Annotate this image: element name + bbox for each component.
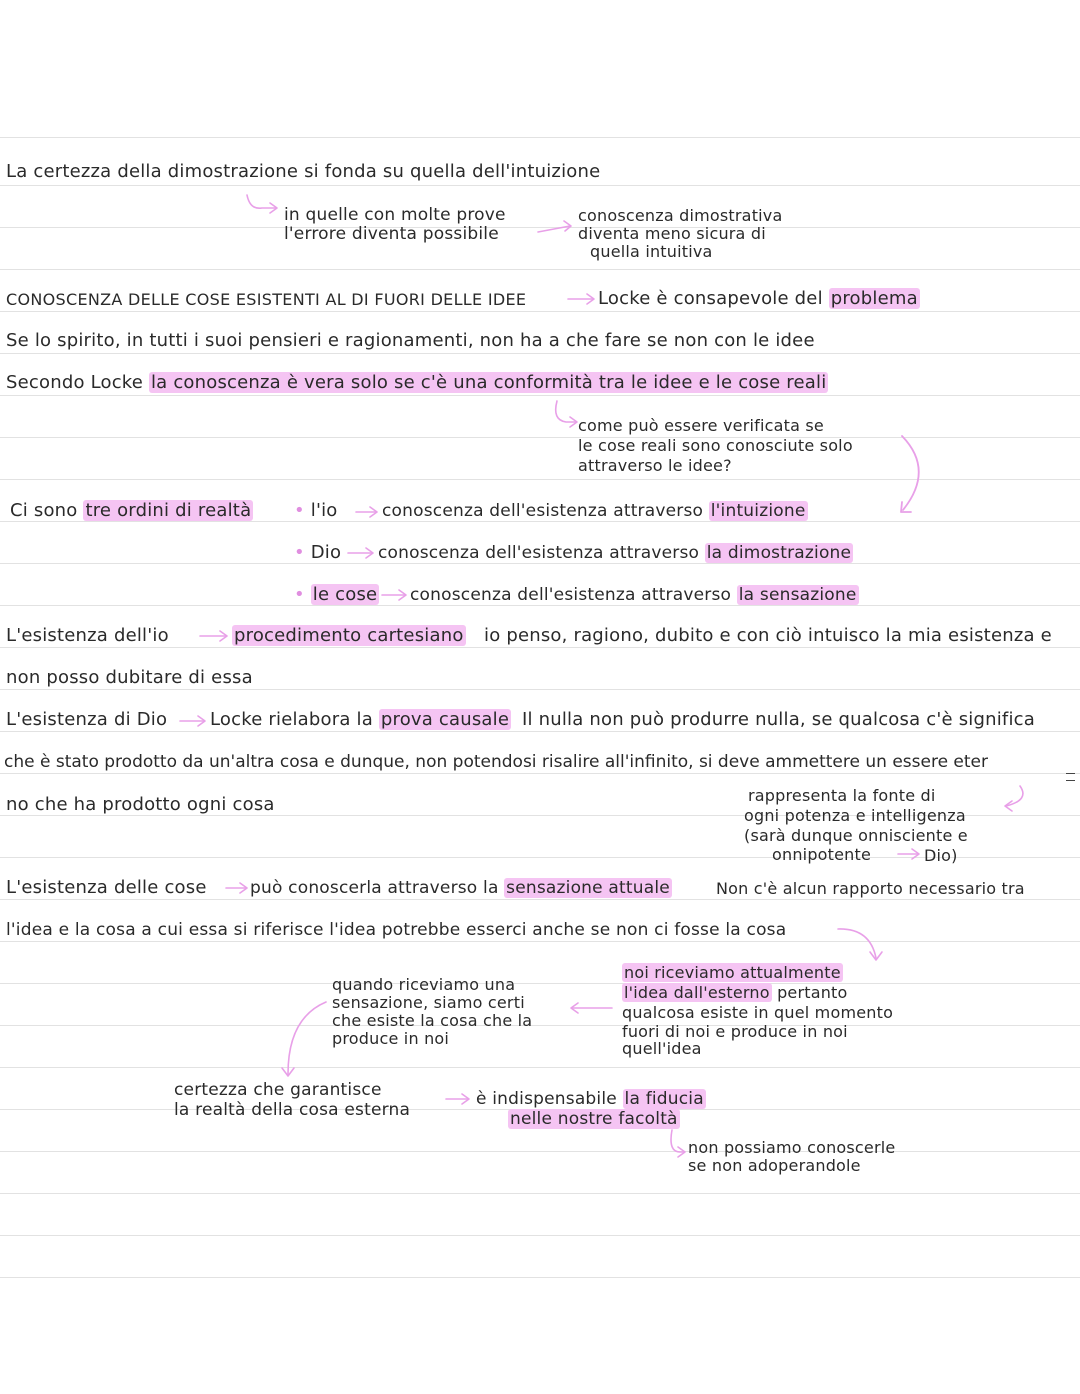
highlight-dimostrazione: la dimostrazione xyxy=(706,543,852,563)
note-line: sensazione, siamo certi xyxy=(332,993,525,1012)
line-secondo-locke xyxy=(6,373,828,393)
rule-line xyxy=(0,647,1080,648)
note-onnipotente xyxy=(772,846,871,863)
note-line xyxy=(622,963,893,983)
note-conoscenza-dimostrativa xyxy=(578,207,782,261)
heading-conoscenza-cose xyxy=(6,290,526,310)
rapporto-text: Non c'è alcun rapporto necessario tra xyxy=(716,879,1025,898)
note-line: quell'idea xyxy=(622,1039,702,1058)
rule-line xyxy=(0,605,1080,606)
order-desc: conoscenza dell'esistenza attraverso xyxy=(378,543,700,563)
note-sensazione xyxy=(332,976,532,1048)
rule-line xyxy=(0,899,1080,900)
order-desc: conoscenza dell'esistenza attraverso xyxy=(382,501,704,521)
tre-ordini xyxy=(10,501,253,521)
line-spirito: Se lo spirito, in tutti i suoi pensieri e ragionamenti, non ha a che fare se non con le idee xyxy=(6,330,815,351)
note-line: quando riceviamo una xyxy=(332,975,516,994)
bullet-icon: • xyxy=(294,542,305,563)
note-line xyxy=(476,1109,706,1129)
rule-line xyxy=(0,1067,1080,1068)
highlight-sensazione-attuale: sensazione attuale xyxy=(506,878,670,898)
text-prefix: può conoscerla attraverso la xyxy=(250,878,499,898)
note-line: diventa meno sicura di xyxy=(578,224,766,243)
rule-line xyxy=(0,563,1080,564)
rule-line xyxy=(0,479,1080,480)
cose-cont-text: l'idea e la cosa a cui essa si riferisce l'idea potrebbe esserci anche se non ci fosse la cosa xyxy=(6,920,787,940)
highlight-esterno: l'idea dall'esterno xyxy=(624,983,770,1002)
highlight-cartesiano: procedimento cartesiano xyxy=(234,625,464,646)
equals-mark xyxy=(1066,773,1075,781)
note-dio: Dio) xyxy=(924,846,958,865)
order-item-dio xyxy=(294,543,341,563)
nulla-text: Il nulla non può produrre nulla, se qualcosa c'è significa xyxy=(522,709,1035,730)
bullet-icon: • xyxy=(294,584,305,605)
rule-line xyxy=(0,353,1080,354)
highlight-cose: le cose xyxy=(312,584,378,605)
note-line: ogni potenza e intelligenza xyxy=(744,806,966,825)
rule-line xyxy=(0,1277,1080,1278)
rule-line xyxy=(0,269,1080,270)
rule-line xyxy=(0,395,1080,396)
order-subject: l'io xyxy=(310,500,338,521)
note-line: fuori di noi e produce in noi xyxy=(622,1022,848,1041)
line-dimostrazione: La certezza della dimostrazione si fonda su quella dell'intuizione xyxy=(6,161,601,182)
order-item-cose xyxy=(294,585,379,605)
note-adoperandole xyxy=(688,1139,895,1175)
highlight-fiducia: la fiducia xyxy=(624,1089,704,1109)
prova-causale-line xyxy=(210,710,511,730)
note-line: in quelle con molte prove xyxy=(284,205,506,225)
rule-line xyxy=(0,689,1080,690)
rule-line xyxy=(0,941,1080,942)
note-line: attraverso le idee? xyxy=(578,456,732,475)
rule-line xyxy=(0,227,1080,228)
highlight-tre-ordini: tre ordini di realtà xyxy=(85,500,252,521)
io-penso-text: io penso, ragiono, dubito e con ciò intuisco la mia esistenza e xyxy=(484,625,1052,646)
rule-line xyxy=(0,773,1080,774)
text-prefix: Secondo Locke xyxy=(6,372,144,393)
note-line: quella intuitiva xyxy=(590,242,713,261)
rule-line xyxy=(0,521,1080,522)
cartesiano-line xyxy=(232,626,466,646)
rule-line xyxy=(0,857,1080,858)
note-line: le cose reali sono conosciute solo xyxy=(578,436,853,455)
highlight-prova-causale: prova causale xyxy=(380,709,510,730)
locke-consapevole: Locke è consapevole del xyxy=(598,288,823,309)
locke-problema xyxy=(598,289,920,309)
highlight-riceviamo: noi riceviamo attualmente xyxy=(624,963,841,982)
note-line: conoscenza dimostrativa xyxy=(578,206,783,225)
note-line xyxy=(476,1089,706,1109)
sensazione-attuale-line xyxy=(250,879,672,897)
note-molte-prove xyxy=(284,206,506,244)
order-item-io xyxy=(294,501,338,521)
rule-line xyxy=(0,137,1080,138)
note-certezza xyxy=(174,1080,410,1120)
note-text: è indispensabile xyxy=(476,1089,617,1109)
esistenza-cose-label: L'esistenza delle cose xyxy=(6,877,207,898)
rule-line xyxy=(0,1235,1080,1236)
bullet-icon: • xyxy=(294,500,305,521)
highlight-facolta: nelle nostre facoltà xyxy=(510,1109,678,1129)
rule-line xyxy=(0,311,1080,312)
rule-line xyxy=(0,1193,1080,1194)
esistenza-io-label: L'esistenza dell'io xyxy=(6,625,169,646)
rule-line xyxy=(0,437,1080,438)
order-desc-cose xyxy=(410,586,859,604)
note-line: onnipotente xyxy=(772,845,872,864)
note-line: (sarà dunque onnisciente e xyxy=(744,826,968,845)
section-heading: CONOSCENZA DELLE COSE ESISTENTI AL DI FUORI DELLE IDEE xyxy=(6,290,527,309)
note-line: l'errore diventa possibile xyxy=(284,224,499,244)
note-riceviamo xyxy=(622,963,893,1057)
rule-line xyxy=(0,731,1080,732)
order-subject: Dio xyxy=(310,542,342,563)
note-fiducia xyxy=(476,1089,706,1129)
note-line: la realtà della cosa esterna xyxy=(174,1100,411,1120)
text-prefix: Ci sono xyxy=(10,500,78,521)
note-line: rappresenta la fonte di xyxy=(748,786,936,805)
note-line: se non adoperandole xyxy=(688,1156,861,1175)
note-line: qualcosa esiste in quel momento xyxy=(622,1003,894,1022)
dio-cont1-text: che è stato prodotto da un'altra cosa e dunque, non potendosi risalire all'infinito, si deve ammettere un essere eter xyxy=(4,752,989,772)
rule-line xyxy=(0,1025,1080,1026)
rule-line xyxy=(0,983,1080,984)
highlight-intuizione: l'intuizione xyxy=(710,501,806,521)
order-desc-io xyxy=(382,502,808,520)
note-line: che esiste la cosa che la xyxy=(332,1011,533,1030)
note-line: certezza che garantisce xyxy=(174,1080,382,1100)
highlight-conformita: la conoscenza è vera solo se c'è una conformità tra le idee e le cose reali xyxy=(150,372,827,393)
note-rappresenta xyxy=(744,786,968,846)
note-line: produce in noi xyxy=(332,1029,450,1048)
order-desc: conoscenza dell'esistenza attraverso xyxy=(410,585,732,605)
note-line xyxy=(622,983,893,1003)
text-prefix: Locke rielabora la xyxy=(210,709,373,730)
highlight-problema: problema xyxy=(830,288,918,309)
esistenza-dio-label: L'esistenza di Dio xyxy=(6,709,168,730)
highlight-sensazione: la sensazione xyxy=(738,585,857,605)
rule-line xyxy=(0,185,1080,186)
note-text: pertanto xyxy=(777,983,848,1002)
note-line: come può essere verificata se xyxy=(578,416,824,435)
order-desc-dio xyxy=(378,544,853,562)
io-cont-text: non posso dubitare di essa xyxy=(6,667,253,688)
rule-line xyxy=(0,1151,1080,1152)
note-question xyxy=(578,416,853,476)
note-line: non possiamo conoscerle xyxy=(688,1138,896,1157)
dio-cont2-text: no che ha prodotto ogni cosa xyxy=(6,794,275,815)
